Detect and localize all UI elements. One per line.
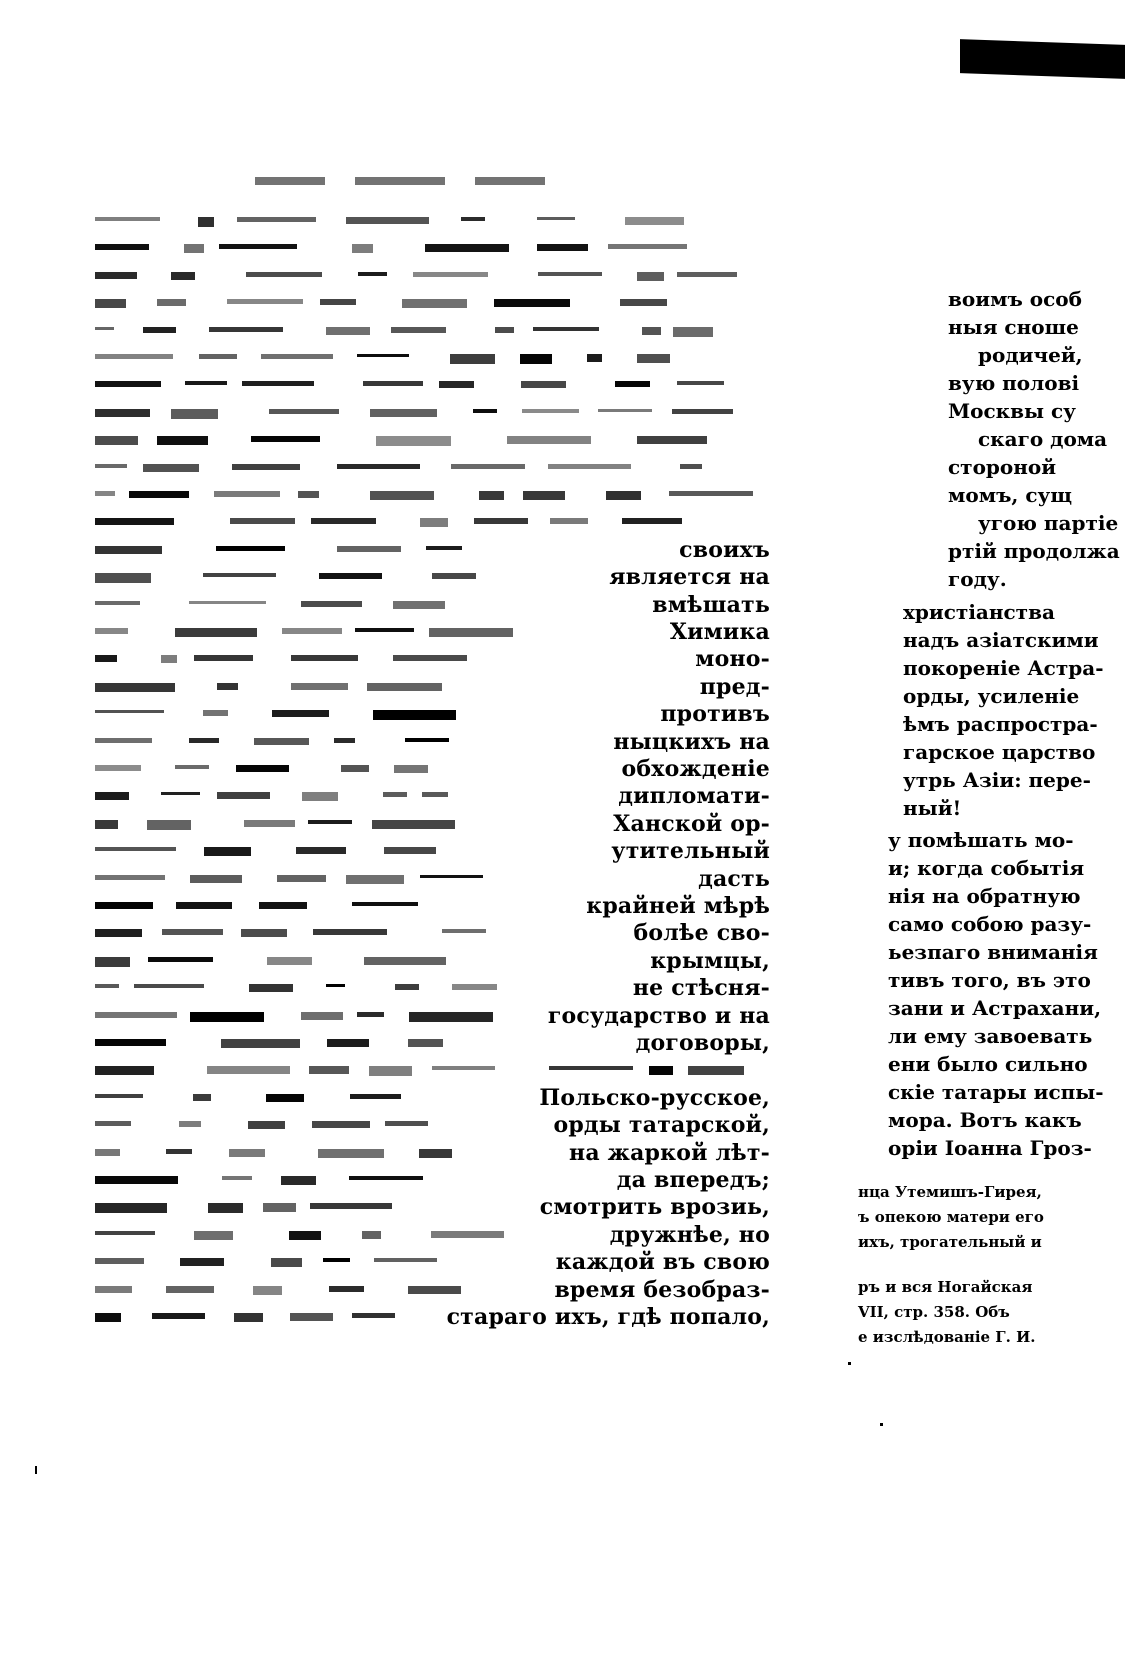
legible-word: договоры,: [635, 1030, 770, 1056]
legible-word: крымцы,: [650, 947, 770, 974]
legible-word: является на: [609, 564, 770, 591]
right-text-line: скіе татары испы-: [888, 1080, 1104, 1104]
legible-word: пред-: [699, 673, 770, 700]
legible-word: на жаркой лѣт-: [569, 1139, 770, 1166]
right-text-line: орды, усиленіе: [903, 684, 1080, 708]
right-text-line: вую полові: [948, 371, 1080, 395]
footnote-line: ихъ, трогательный и: [858, 1233, 1042, 1251]
speck: [880, 1423, 883, 1426]
right-text-line: ьезпаго вниманія: [888, 940, 1098, 964]
right-text-line: тивъ того, въ это: [888, 968, 1091, 992]
legible-word: Польско-русское,: [539, 1084, 770, 1111]
right-text-line: гарское царство: [903, 740, 1096, 764]
right-text-line: само собою разу-: [888, 912, 1092, 936]
legible-word: время безобраз-: [554, 1276, 770, 1303]
right-text-line: родичей,: [978, 343, 1083, 367]
speck: [35, 1466, 37, 1474]
legible-word: каждой въ свою: [555, 1249, 770, 1276]
footnote-line: е изслѣдованіе Г. И.: [858, 1328, 1036, 1346]
right-text-line: угою партіе: [978, 511, 1119, 535]
right-text-line: утрь Азіи: пере-: [903, 768, 1091, 792]
legible-word: дружнѣе, но: [609, 1221, 770, 1248]
right-text-line: нія на обратную: [888, 884, 1081, 908]
legible-word: ныцкихъ на: [613, 728, 770, 755]
legible-word: дасть: [698, 865, 770, 892]
legible-word: дипломати-: [618, 783, 770, 810]
right-text-line: зани и Астрахани,: [888, 996, 1102, 1020]
legible-word: моно-: [695, 646, 770, 673]
right-text-line: ртій продолжа: [948, 539, 1120, 563]
right-text-line: у помѣшать мо-: [888, 828, 1074, 852]
right-text-line: ѣмъ распростра-: [903, 712, 1098, 736]
scan-edge-black-bar: [960, 39, 1125, 79]
footnote-line: VII, стр. 358. Объ: [858, 1303, 1010, 1321]
left-text-line: [95, 1301, 770, 1333]
legible-word: смотрить врозиь,: [539, 1194, 770, 1221]
legible-word: стараго ихъ, гдѣ попало,: [446, 1304, 770, 1330]
right-text-line: скаго дома: [978, 427, 1108, 451]
right-text-line: ный!: [903, 796, 962, 820]
right-text-line: ени было сильно: [888, 1052, 1088, 1076]
right-text-line: покореніе Астра-: [903, 656, 1104, 680]
legible-word: противъ: [660, 701, 770, 728]
legible-word: утительный: [611, 838, 770, 865]
footnote-line: нца Утемишъ-Гирея,: [858, 1183, 1042, 1201]
right-text-line: и; когда событія: [888, 856, 1085, 880]
legible-word: крайней мѣрѣ: [586, 893, 770, 919]
right-text-line: надъ азіатскими: [903, 628, 1099, 652]
right-text-line: году.: [948, 567, 1007, 591]
legible-word: обхожденіе: [621, 756, 770, 782]
speck: [848, 1362, 851, 1365]
right-text-line: мора. Вотъ какъ: [888, 1108, 1082, 1132]
legible-word: Химика: [669, 619, 770, 645]
legible-word: государство и на: [547, 1002, 770, 1029]
right-text-line: момъ, сущ: [948, 483, 1072, 507]
right-text-line: христіанства: [903, 600, 1055, 624]
right-text-line: Москвы су: [948, 399, 1076, 423]
legible-word: не стѣсня-: [632, 975, 770, 1002]
right-text-line: стороной: [948, 455, 1057, 479]
right-text-line: ныя сноше: [948, 315, 1079, 339]
legible-word: орды татарской,: [553, 1112, 770, 1139]
legible-word: болѣе сво-: [633, 920, 770, 947]
right-page-text: [858, 285, 1140, 1485]
legible-word: да впередъ;: [616, 1167, 770, 1193]
right-text-line: оріи Іоанна Гроз-: [888, 1136, 1092, 1160]
faded-running-header: [255, 170, 545, 192]
smudged-text: [95, 1301, 437, 1333]
footnote-line: ръ и вся Ногайская: [858, 1278, 1033, 1296]
legible-word: Ханской ор-: [613, 810, 770, 837]
footnote-line: ъ опекою матери его: [858, 1208, 1044, 1226]
right-text-line: воимъ особ: [948, 287, 1082, 311]
legible-word: своихъ: [679, 536, 770, 563]
right-text-line: ли ему завоевать: [888, 1024, 1093, 1048]
legible-word: вмѣшать: [652, 591, 770, 618]
